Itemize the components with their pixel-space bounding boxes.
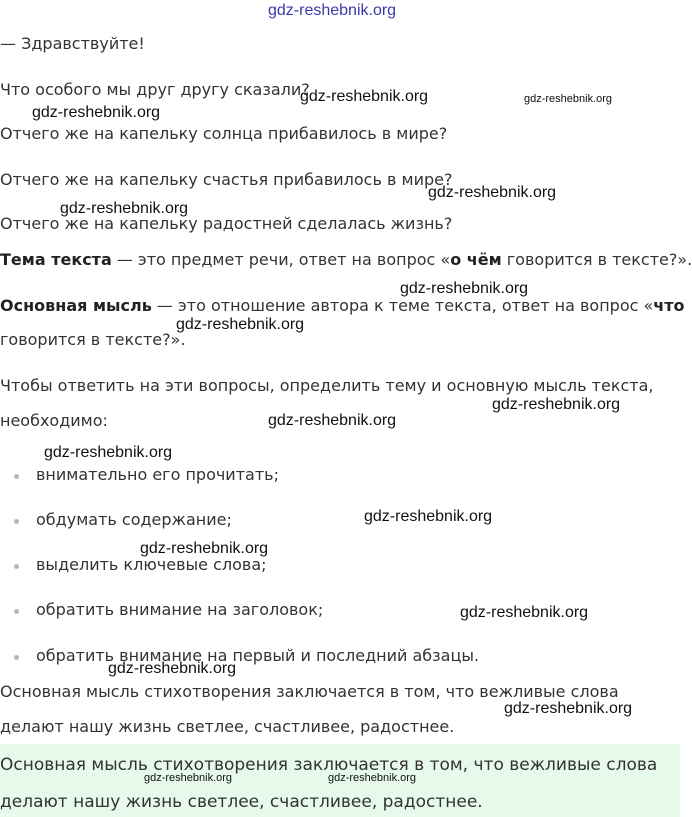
watermark: gdz-reshebnik.org <box>144 772 233 784</box>
watermark: gdz-reshebnik.org <box>504 700 633 717</box>
answer-line-1: Основная мысль стихотворения заключается в том, что вежливые слова <box>0 682 619 701</box>
watermark: gdz-reshebnik.org <box>140 540 269 557</box>
theme-definition <box>0 250 692 270</box>
list-item: обдумать содержание; <box>36 510 232 529</box>
theme-text-2: говорится в тексте?». <box>501 250 692 269</box>
idea-term: Основная мысль <box>0 296 152 315</box>
watermark: gdz-reshebnik.org <box>428 184 557 201</box>
watermark: gdz-reshebnik.org <box>60 200 189 217</box>
watermark: gdz-reshebnik.org <box>524 93 613 105</box>
watermark: gdz-reshebnik.org <box>268 412 397 429</box>
bullet-dot-icon <box>14 609 19 614</box>
watermark: gdz-reshebnik.org <box>44 444 173 461</box>
highlight-line-1: Основная мысль стихотворения заключается в том, что вежливые слова <box>0 755 658 775</box>
idea-definition <box>0 296 685 316</box>
bullet-dot-icon <box>14 474 19 479</box>
instructions-line-1: Чтобы ответить на эти вопросы, определить тему и основную мысль текста, <box>0 376 654 395</box>
list-item: выделить ключевые слова; <box>36 555 267 574</box>
poem-question-3: Отчего же на капельку счастья прибавилось в мире? <box>0 170 453 189</box>
idea-definition-cont: говорится в тексте?». <box>0 330 186 349</box>
instructions-line-2: необходимо: <box>0 411 108 430</box>
watermark: gdz-reshebnik.org <box>176 316 305 333</box>
watermark: gdz-reshebnik.org <box>328 772 417 784</box>
bullet-dot-icon <box>14 519 19 524</box>
poem-greeting: — Здравствуйте! <box>0 34 145 53</box>
poem-question-1: Что особого мы друг другу сказали? <box>0 80 310 99</box>
poem-question-2: Отчего же на капельку солнца прибавилось в мире? <box>0 124 448 143</box>
bullet-dot-icon <box>14 564 19 569</box>
idea-text-1: — это отношение автора к теме текста, ответ на вопрос « <box>151 296 654 315</box>
idea-bold: что <box>653 296 685 315</box>
highlight-line-2: делают нашу жизнь светлее, счастливее, радостнее. <box>0 792 483 812</box>
watermark-top: gdz-reshebnik.org <box>268 2 397 19</box>
watermark: gdz-reshebnik.org <box>108 660 237 677</box>
watermark: gdz-reshebnik.org <box>460 604 589 621</box>
answer-line-2: делают нашу жизнь светлее, счастливее, радостнее. <box>0 717 455 736</box>
watermark: gdz-reshebnik.org <box>364 508 493 525</box>
bullet-dot-icon <box>14 655 19 660</box>
list-item: обратить внимание на заголовок; <box>36 600 324 619</box>
theme-text-1: — это предмет речи, ответ на вопрос « <box>111 250 451 269</box>
poem-question-4: Отчего же на капельку радостней сделалась жизнь? <box>0 214 453 233</box>
watermark: gdz-reshebnik.org <box>32 104 161 121</box>
watermark: gdz-reshebnik.org <box>300 88 429 105</box>
list-item: обратить внимание на первый и последний абзацы. <box>36 646 480 665</box>
theme-bold: о чём <box>450 250 502 269</box>
theme-term: Тема текста <box>0 250 112 269</box>
watermark: gdz-reshebnik.org <box>400 280 529 297</box>
list-item: внимательно его прочитать; <box>36 465 279 484</box>
watermark: gdz-reshebnik.org <box>492 396 621 413</box>
